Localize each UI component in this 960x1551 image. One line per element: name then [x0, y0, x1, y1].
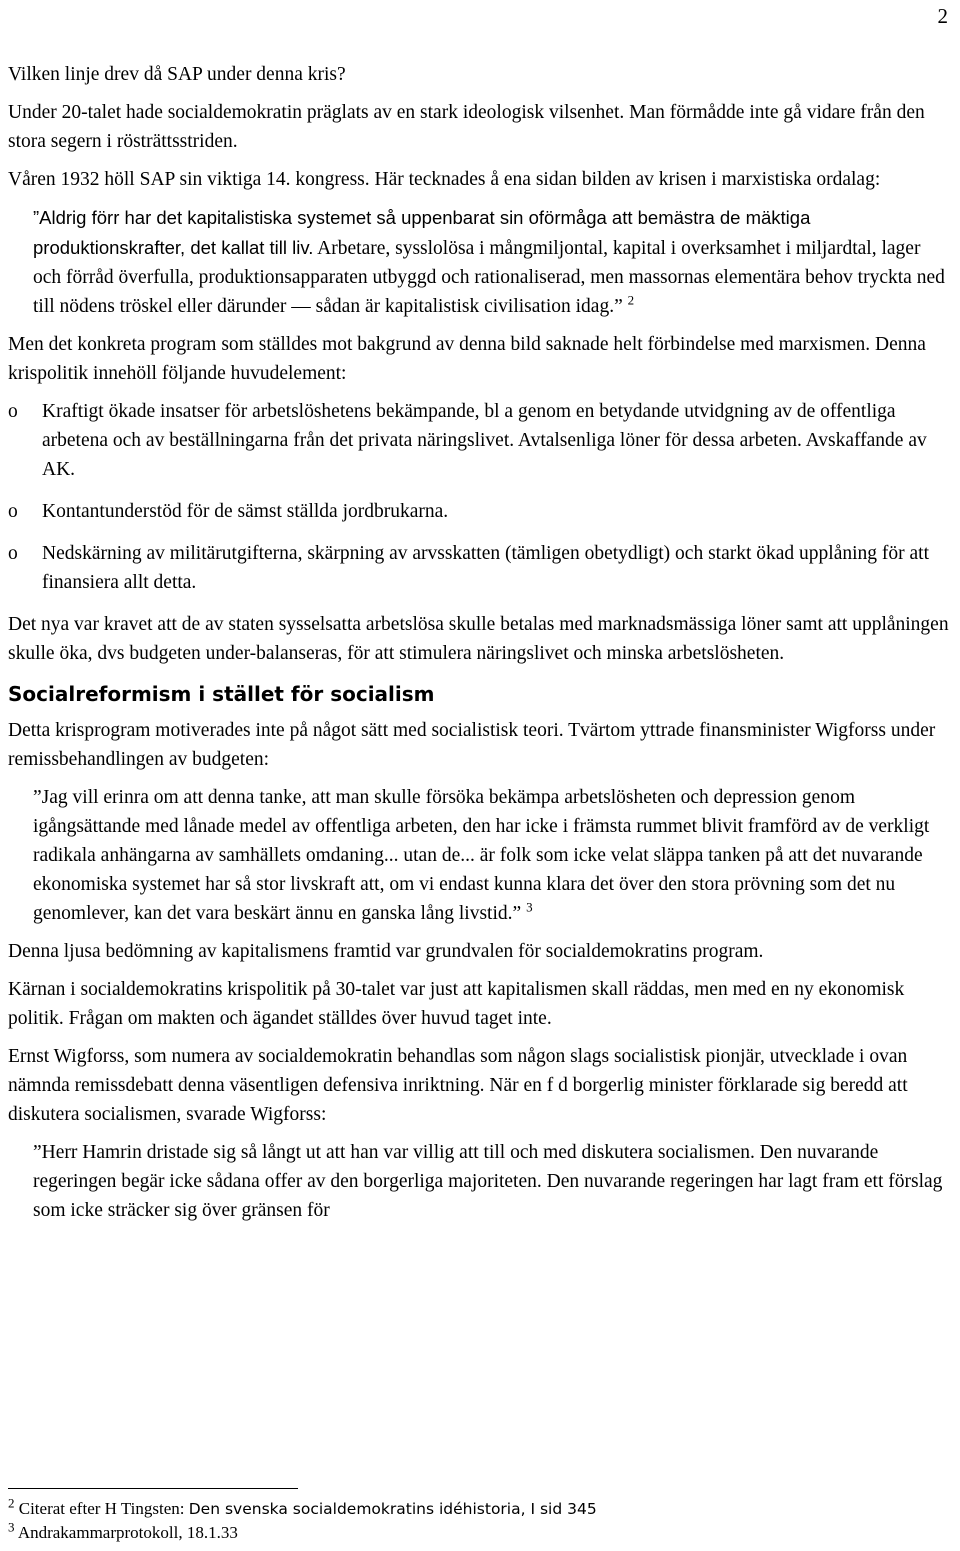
paragraph-assessment: Denna ljusa bedömning av kapitalismens framtid var grundvalen för socialdemokratins program. [8, 941, 764, 962]
list-item-text: Nedskärning av militärutgifterna, skärpning av arvsskatten (tämligen obetydligt) och starkt ökad upplåning för att finansiera allt detta. [42, 543, 930, 593]
paragraph-program [8, 330, 950, 388]
quote-congress [33, 203, 950, 321]
footnote-ref-2: 2 [627, 292, 635, 308]
section-heading: Socialreformism i stället för socialism [8, 682, 435, 706]
bullet-marker: o [8, 501, 18, 522]
document-body [8, 60, 950, 1234]
footnote-2-title: Den svenska socialdemokratins idéhistoria, I sid 345 [188, 1500, 597, 1518]
bullet-list [8, 397, 950, 597]
footnote-2 [8, 1497, 950, 1521]
paragraph-program-part1: Men det konkreta program som ställdes mot bakgrund av denna bild saknade helt förbindelse med marxismen. [8, 334, 871, 355]
footnote-ref-3: 3 [526, 899, 533, 915]
paragraph-congress: Våren 1932 höll SAP sin viktiga 14. kongress. Här tecknades å ena sidan bilden av krisen i marxistiska ordalag: [8, 169, 881, 190]
footnotes [8, 1488, 950, 1545]
list-item [8, 397, 950, 484]
bullet-marker: o [8, 401, 18, 422]
quote-wigforss-1 [33, 783, 950, 928]
footnote-divider [8, 1488, 298, 1489]
quote-congress-part1: ”Aldrig förr har det kapitalistiska systemet så uppenbarat sin oförmåga att bemästra de mäktiga produktionskrafter, det kallat till liv. [33, 207, 811, 258]
footnote-3 [8, 1521, 950, 1545]
footnote-3-text: Andrakammarprotokoll, 18.1.33 [17, 1523, 238, 1542]
quote-congress-part2: Arbetare, sysslolösa i mångmiljontal, kapital i overksamhet i miljardtal, lager och förråd överfulla, produktionsapparaten utbyggd och rationaliserad, men massornas elementära behov tryckta ned till nödens tröskel eller därunder — sådan är kapitalistisk civilisation idag.” [33, 238, 945, 317]
page-number: 2 [937, 4, 948, 28]
paragraph-question: Vilken linje drev då SAP under denna kris? [8, 64, 346, 85]
paragraph-crisis-program: Detta krisprogram motiverades inte på något sätt med socialistisk teori. Tvärtom yttrade finansminister Wigforss under remissbehandlingen av budgeten: [8, 720, 936, 770]
paragraph-wigforss: Ernst Wigforss, som numera av socialdemokratin behandlas som någon slags socialistisk pionjär, utvecklade i ovan nämnda remissdebatt denna väsentligen defensiva inriktning. När en f d borgerlig minister förklarade sig beredd att diskutera socialismen, svarade Wigforss: [8, 1046, 908, 1125]
bullet-marker: o [8, 543, 18, 564]
quote-wigforss-1-text: ”Jag vill erinra om att denna tanke, att man skulle försöka bekämpa arbetslösheten och depression genom igångsättande med lånade medel av offentliga arbeten, den har icke i främsta rummet blivit framförd av de verkligt radikala anhängarna av samhällets omdaning... utan de... är folk som icke velat släppa tanken på att det nuvarande ekonomiska systemet har så stor livskraft att, om vi endast kunna klara det över den stora prövning som det nu genomlever, kan det vara beskärt ännu en ganska lång livstid.” [33, 787, 930, 924]
paragraph-new-demand: Det nya var kravet att de av staten sysselsatta arbetslösa skulle betalas med marknadsmässiga löner samt att upplåningen skulle öka, dvs budgeten under-balanseras, för att stimulera näringslivet och minska arbetslösheten. [8, 614, 949, 664]
list-item [8, 497, 950, 526]
list-item [8, 539, 950, 597]
footnote-2-prefix: Citerat efter H Tingsten: [18, 1499, 189, 1518]
paragraph-core: Kärnan i socialdemokratins krispolitik på 30-talet var just att kapitalismen skall räddas, men med en ny ekonomisk politik. Frågan om makten och ägandet ställdes över huvud taget inte. [8, 979, 905, 1029]
list-item-text: Kraftigt ökade insatser för arbetslöshetens bekämpande, bl a genom en betydande utvidgning av de offentliga arbetena och av beställningarna från det privata näringslivet. Avtalsenliga löner för dessa arbeten. Avskaffande av AK. [42, 401, 927, 480]
paragraph-program-part2: Denna krispolitik innehöll följande huvudelement: [8, 334, 926, 384]
list-item-text: Kontantunderstöd för de sämst ställda jordbrukarna. [42, 501, 449, 522]
paragraph-twenties: Under 20-talet hade socialdemokratin präglats av en stark ideologisk vilsenhet. Man förmådde inte gå vidare från den stora segern i rösträttsstriden. [8, 102, 925, 152]
footnote-2-number: 2 [8, 1495, 15, 1511]
quote-wigforss-2: ”Herr Hamrin dristade sig så långt ut att han var villig att till och med diskutera socialismen. Den nuvarande regeringen begär icke sådana offer av den borgerliga majoriteten. Den nuvarande regeringen har lagt fram ett förslag som icke sträcker sig över gränsen för [33, 1142, 943, 1221]
footnote-3-number: 3 [8, 1519, 15, 1535]
